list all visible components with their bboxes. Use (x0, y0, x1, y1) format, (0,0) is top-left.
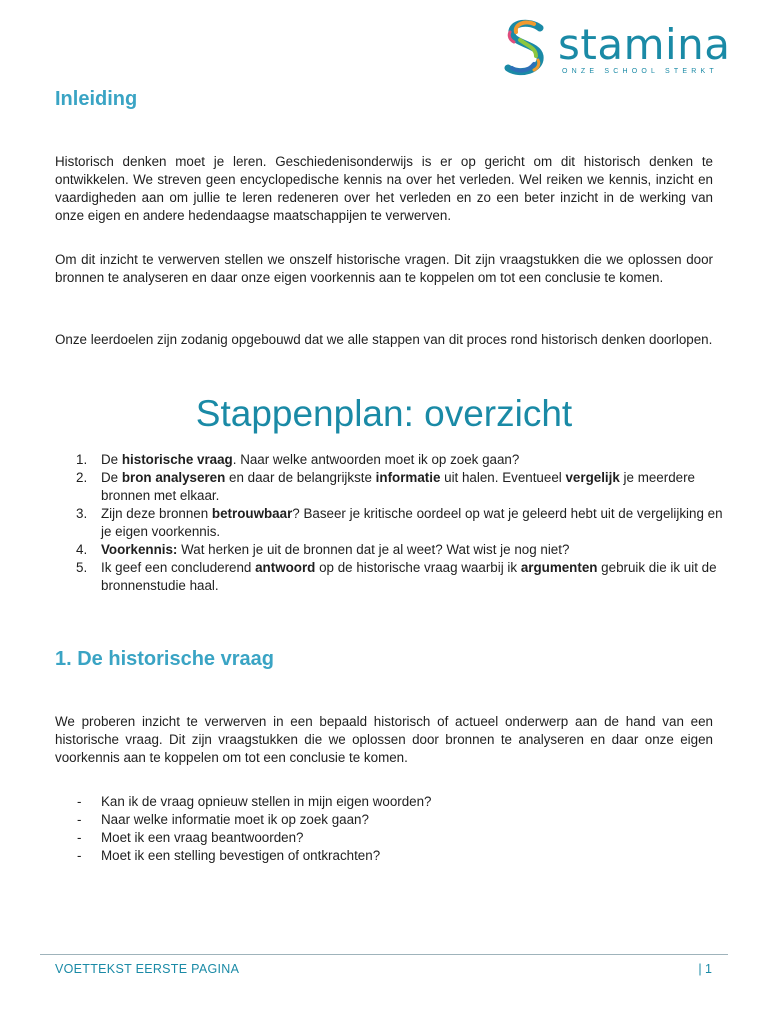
stamina-s-logo-icon (500, 18, 552, 78)
step-number: 3. (76, 506, 88, 521)
step-number: 4. (76, 542, 88, 557)
step-number: 1. (76, 452, 88, 467)
footer-divider (40, 954, 728, 955)
list-item: - Kan ik de vraag opnieuw stellen in mijn eigen woorden? (77, 794, 432, 809)
list-item: - Moet ik een vraag beantwoorden? (77, 830, 304, 845)
intro-paragraph-2: Om dit inzicht te verwerven stellen we onszelf historische vragen. Dit zijn vraagstukken die we oplossen door bronnen te analyseren en daar onze eigen voorkennis aan te koppelen om tot een conclusie te komen. (55, 252, 713, 285)
step-item: 2. De bron analyseren en daar de belangrijkste informatie uit halen. Eventueel vergelijk je meerdere bronnen met elkaar. (76, 470, 696, 503)
list-item: - Moet ik een stelling bevestigen of ontkrachten? (77, 848, 381, 863)
step-item: 1. De historische vraag. Naar welke antwoorden moet ik op zoek gaan? (76, 452, 520, 467)
brand-tagline: ONZE SCHOOL STERKT (562, 68, 718, 75)
section-1-paragraph: We proberen inzicht te verwerven in een bepaald historisch of actueel onderwerp aan de hand van een historische vraag. Dit zijn vraagstukken die we oplossen door bronnen te analyseren en daar onze eigen voorkennis aan te koppelen om tot een conclusie te komen. (55, 714, 713, 765)
intro-paragraph-3: Onze leerdoelen zijn zodanig opgebouwd dat we alle stappen van dit proces rond historisch denken doorlopen. (55, 332, 713, 347)
steps-list (55, 451, 725, 595)
brand-name: stamina (558, 20, 731, 69)
step-item: 3. Zijn deze bronnen betrouwbaar? Baseer je kritische oordeel op wat je geleerd hebt uit de vergelijking en je eigen voorkennis. (76, 506, 723, 539)
intro-paragraph-1: Historisch denken moet je leren. Geschiedenisonderwijs is er op gericht om dit historisch denken te ontwikkelen. We streven geen encyclopedische kennis na over het verleden. Wel reiken we kennis, inzicht en vaardigheden aan om jullie te leren redeneren over het verleden en zo een beter inzicht in de werking van onze eigen en andere hedendaagse maatschappijen te verwerven. (55, 154, 713, 223)
step-number: 2. (76, 470, 88, 485)
step-number: 5. (76, 560, 88, 575)
intro-heading: Inleiding (55, 88, 138, 110)
section-1-heading: 1. De historische vraag (55, 648, 274, 670)
step-item: 5. Ik geef een concluderend antwoord op de historische vraag waarbij ik argumenten gebruik die ik uit de bronnenstudie haal. (76, 560, 717, 593)
question-list (55, 793, 725, 865)
footer-text: VOETTEKST EERSTE PAGINA (55, 962, 240, 976)
overview-title: Stappenplan: overzicht (195, 393, 573, 434)
list-item: - Naar welke informatie moet ik op zoek gaan? (77, 812, 369, 827)
footer-page-number: | 1 (698, 962, 712, 976)
logo (500, 18, 730, 80)
step-item: 4. Voorkennis: Wat herken je uit de bronnen dat je al weet? Wat wist je nog niet? (76, 542, 570, 557)
